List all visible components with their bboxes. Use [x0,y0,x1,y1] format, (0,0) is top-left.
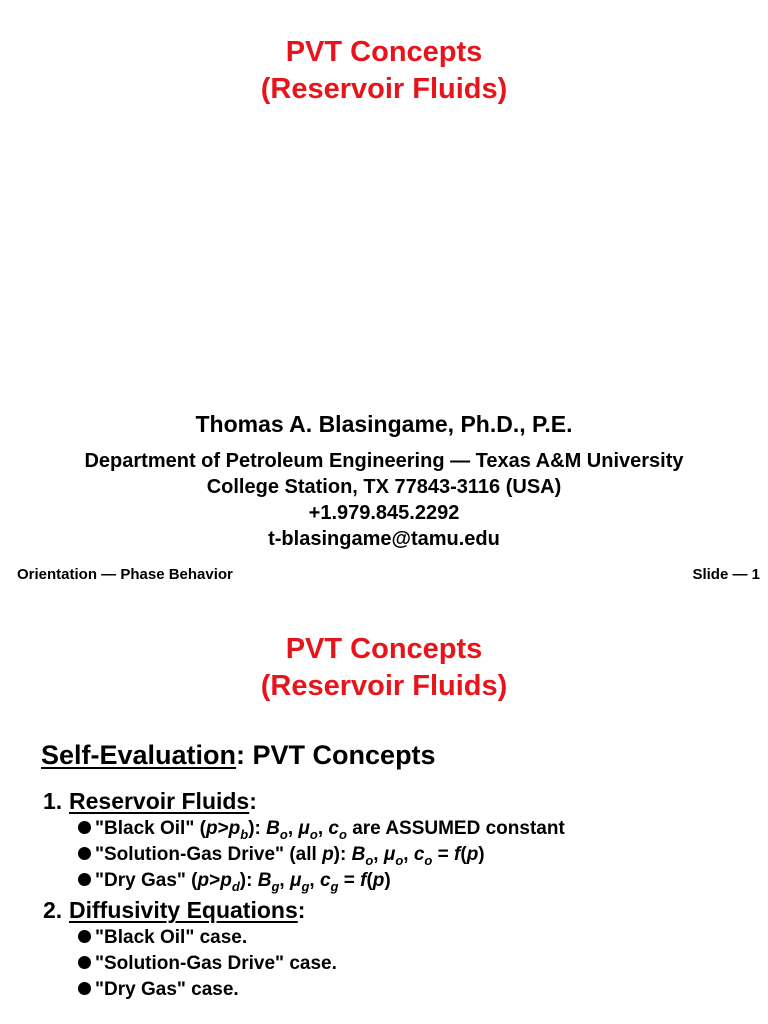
bullet-solution-gas-drive [78,842,485,868]
item-number: 1. [43,788,63,814]
item-label: Reservoir Fluids [69,788,250,814]
item-reservoir-fluids [43,787,257,815]
department: Department of Petroleum Engineering — Texas A&M University [84,450,684,472]
phone: +1.979.845.2292 [308,502,460,524]
footer-right: Slide — 1 [692,566,760,583]
bullet-text: "Dry Gas" case. [95,979,239,1000]
author-name: Thomas A. Blasingame, Ph.D., P.E. [195,411,573,437]
bullet-text: "Dry Gas" $(p>p_d)$: $B_g$, $\mu_g$, $c_g = f(p)$ [95,870,391,894]
footer-left: Orientation — Phase Behavior [17,566,233,583]
address: College Station, TX 77843-3116 (USA) [206,476,562,498]
bullet-dry-gas [78,868,391,894]
bullet-dot-icon [78,956,91,969]
slide-1-title-line-2: (Reservoir Fluids) [260,73,508,105]
slide-2-title-line-1: PVT Concepts [285,633,483,665]
bullet-black-oil [78,816,565,842]
item-colon: : [249,788,257,814]
self-evaluation-heading-rest: : PVT Concepts [236,740,436,770]
bullet-dot-icon [78,982,91,995]
self-evaluation-heading-underlined: Self-Evaluation [41,740,237,770]
bullet-text: "Solution-Gas Drive" case. [95,953,337,974]
bullet-dot-icon [78,873,91,886]
self-evaluation-heading [41,738,436,772]
bullet-black-oil-case [78,925,247,951]
slide-1-title [0,34,768,108]
item-label: Diffusivity Equations [69,897,298,923]
bullet-text: "Solution-Gas Drive" (all p): $B_o$, $\mu_o$, $c_o = f(p)$ [95,844,485,868]
bullet-dot-icon [78,821,91,834]
bullet-dot-icon [78,930,91,943]
item-colon: : [297,897,306,923]
slide-2-title [0,631,768,705]
slide-2-title-line-2: (Reservoir Fluids) [260,670,508,702]
slide-1-title-line-1: PVT Concepts [285,36,483,68]
author-block [0,410,768,438]
bullet-text: "Black Oil" $(p>p_b)$: $B_o$, $\mu_o$, $c_o$ are ASSUMED constant [95,818,565,842]
contact-block [0,448,768,552]
bullet-solution-gas-drive-case [78,951,337,977]
item-number: 2. [43,897,63,923]
bullet-dry-gas-case [78,977,239,1003]
email: t-blasingame@tamu.edu [268,528,500,550]
bullet-text: "Black Oil" case. [95,927,248,948]
item-diffusivity-equations [43,896,305,924]
bullet-dot-icon [78,847,91,860]
